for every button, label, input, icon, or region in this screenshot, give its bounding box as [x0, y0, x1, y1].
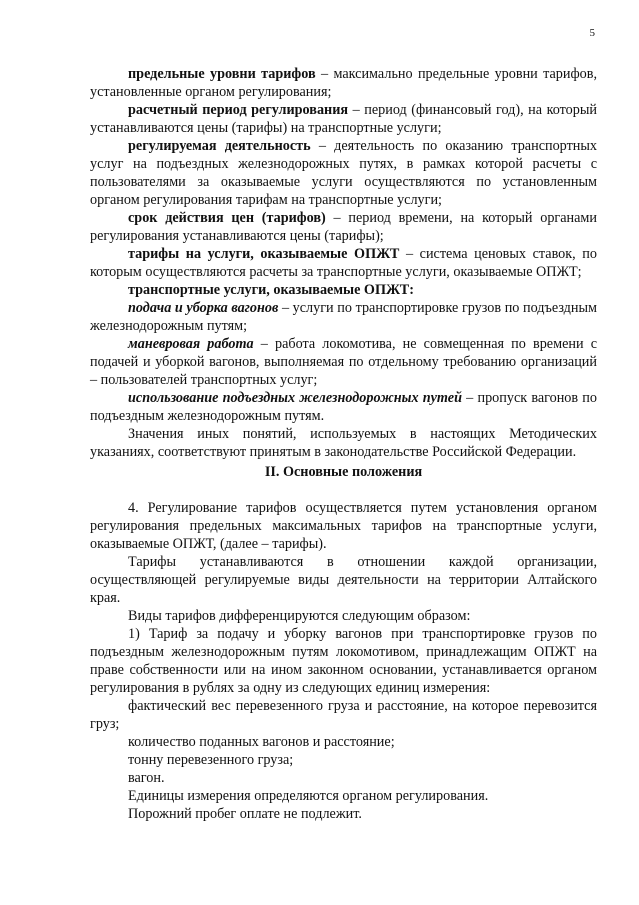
service-item	[90, 389, 597, 425]
definition-item	[90, 137, 597, 209]
document-body	[90, 65, 597, 823]
definition-text: – период времени, на который органами регулирования устанавливаются цены (тарифы);	[90, 210, 598, 244]
definition-term: срок действия цен (тарифов)	[128, 210, 326, 226]
paragraph-empty-run: Порожний пробег оплате не подлежит.	[128, 806, 362, 822]
definition-item	[90, 101, 597, 137]
definition-item	[90, 209, 597, 245]
definition-term: расчетный период регулирования	[128, 102, 349, 118]
page-number: 5	[589, 27, 595, 39]
definition-term: регулируемая деятельность	[128, 138, 311, 154]
service-item	[90, 335, 597, 389]
definition-item	[90, 65, 597, 101]
service-item	[90, 299, 597, 335]
services-heading-text: транспортные услуги, оказываемые ОПЖТ:	[128, 282, 414, 298]
services-heading	[90, 281, 597, 299]
service-term: подача и уборка вагонов	[128, 300, 279, 316]
unit-item: тонну перевезенного груза;	[128, 752, 294, 768]
definition-term: предельные уровни тарифов	[128, 66, 316, 82]
unit-item: вагон.	[128, 770, 165, 786]
paragraph-tariff-1: 1) Тариф за подачу и уборку вагонов при транспортировке грузов по подъездным железнодорожным путям локомотивом, принадлежащим ОПЖТ на праве собственности или на ином законном основании, устанавливается органом регулирования в рублях за одну из следующих единиц измерения:	[90, 626, 597, 696]
service-text: – услуги по транспортировке грузов по подъездным железнодорожным путям;	[90, 300, 597, 334]
spacer	[90, 481, 597, 499]
unit-item: фактический вес перевезенного груза и расстояние, на которое перевозится груз;	[90, 698, 597, 732]
definition-text: – максимально предельные уровни тарифов, установленные органом регулирования;	[90, 66, 598, 100]
definition-text: – период (финансовый год), на который устанавливаются цены (тарифы) на транспортные услуги;	[90, 102, 597, 136]
other-terms-paragraph: Значения иных понятий, используемых в настоящих Методических указаниях, соответствуют принятым в законодательстве Российской Федерации.	[90, 426, 597, 460]
paragraph-territory: Тарифы устанавливаются в отношении каждой организации, осуществляющей регулируемые виды деятельности на территории Алтайского края.	[90, 554, 597, 606]
definition-item	[90, 245, 597, 281]
section-title: II. Основные положения	[264, 464, 423, 480]
paragraph-tariff-types: Виды тарифов дифференцируются следующим образом:	[128, 608, 471, 624]
definition-text: – деятельность по оказанию транспортных услуг на подъездных железнодорожных путях, в рамках которой расчеты с пользователями за оказываемые услуги осуществляются по установленным органом регулирования тарифам на транспортные услуги;	[90, 138, 598, 208]
paragraph-4: 4. Регулирование тарифов осуществляется путем установления органом регулирования предельных максимальных тарифов на транспортные услуги, оказываемые ОПЖТ, (далее – тарифы).	[90, 500, 597, 552]
service-term: маневровая работа	[128, 336, 254, 352]
service-term: использование подъездных железнодорожных путей	[128, 390, 462, 406]
service-text: – пропуск вагонов по подъездным железнодорожным путям.	[90, 390, 597, 424]
definition-term: тарифы на услуги, оказываемые ОПЖТ	[128, 246, 400, 262]
unit-item: количество поданных вагонов и расстояние;	[128, 734, 395, 750]
definition-text: – система ценовых ставок, по которым осуществляются расчеты за транспортные услуги, оказываемые ОПЖТ;	[90, 246, 597, 280]
service-text: – работа локомотива, не совмещенная по времени с подачей и уборкой вагонов, выполняемая по отдельному требованию организаций – пользователей транспортных услуг;	[90, 336, 597, 388]
paragraph-units: Единицы измерения определяются органом регулирования.	[128, 788, 489, 804]
